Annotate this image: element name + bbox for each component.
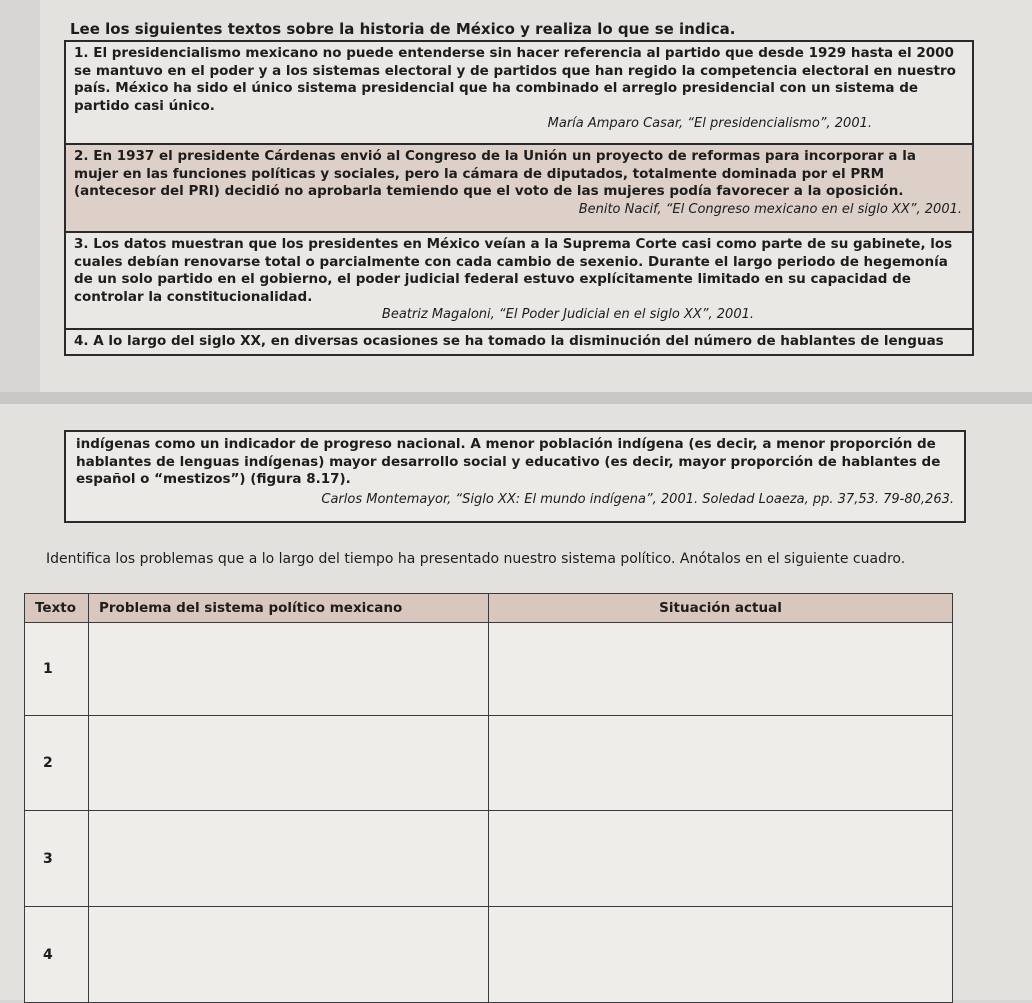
prompt: Identifica los problemas que a lo largo del tiempo ha presentado nuestro sistema político. Anótalos en el siguiente cuadro. <box>46 551 906 567</box>
row-number: 3 <box>25 811 89 907</box>
situacion-cell[interactable] <box>489 623 953 716</box>
problema-cell[interactable] <box>89 715 489 811</box>
header-problema: Problema del sistema político mexicano <box>89 594 489 623</box>
text-4 <box>66 328 972 354</box>
table-row <box>25 907 953 1003</box>
texts-box <box>64 40 974 356</box>
header-situacion: Situación actual <box>489 594 953 623</box>
row-number: 4 <box>25 907 89 1003</box>
text-4-body: 4. A lo largo del siglo XX, en diversas ocasiones se ha tomado la disminución del número de hablantes de lenguas <box>74 333 944 349</box>
row-number: 2 <box>25 715 89 811</box>
text-1-body: 1. El presidencialismo mexicano no puede entenderse sin hacer referencia al partido que desde 1929 hasta el 2000 se mantuvo en el poder y a los sistemas electoral y de partidos que han regido la competencia electoral en nuestro país. México ha sido el único sistema presidencial que ha combinado el arreglo presidencial con un sistema de partido casi único. <box>74 45 956 114</box>
table-row <box>25 623 953 716</box>
continuation-box <box>64 430 966 523</box>
text-3 <box>66 231 972 328</box>
text-1-citation: María Amparo Casar, “El presidencialismo”, 2001. <box>547 116 872 131</box>
text-1 <box>66 42 972 143</box>
table-header-row <box>25 594 953 623</box>
situacion-cell[interactable] <box>489 715 953 811</box>
table-row <box>25 811 953 907</box>
text-2-body: 2. En 1937 el presidente Cárdenas envió al Congreso de la Unión un proyecto de reformas para incorporar a la mujer en las funciones políticas y sociales, pero la cámara de diputados, totalmente dominada por el PRM (antecesor del PRI) decidió no aprobarla temiendo que el voto de las mujeres podía favorecer a la oposición. <box>74 148 916 199</box>
text-3-body: 3. Los datos muestran que los presidentes en México veían a la Suprema Corte casi como parte de su gabinete, los cuales debían renovarse total o parcialmente con cada cambio de sexenio. Durante el largo periodo de hegemonía de un solo partido en el gobierno, el poder judicial federal estuvo explícitamente limitado en su capacidad de controlar la constitucionalidad. <box>74 236 953 305</box>
header-texto: Texto <box>25 594 89 623</box>
answer-table <box>24 593 953 1003</box>
problema-cell[interactable] <box>89 907 489 1003</box>
text-2-citation: Benito Nacif, “El Congreso mexicano en el siglo XX”, 2001. <box>578 201 962 217</box>
problema-cell[interactable] <box>89 623 489 716</box>
table-row <box>25 715 953 811</box>
text-2 <box>66 143 972 231</box>
page-gap <box>0 392 1032 404</box>
situacion-cell[interactable] <box>489 907 953 1003</box>
row-number: 1 <box>25 623 89 716</box>
situacion-cell[interactable] <box>489 811 953 907</box>
instruction: Lee los siguientes textos sobre la historia de México y realiza lo que se indica. <box>70 20 736 38</box>
problema-cell[interactable] <box>89 811 489 907</box>
continuation-citation: Carlos Montemayor, “Siglo XX: El mundo indígena”, 2001. Soledad Loaeza, pp. 37,53. 79-80,263. <box>321 491 954 507</box>
text-3-citation: Beatriz Magaloni, “El Poder Judicial en el siglo XX”, 2001. <box>381 307 754 322</box>
continuation-body: indígenas como un indicador de progreso nacional. A menor población indígena (es decir, a menor proporción de hablantes de lenguas indígenas) mayor desarrollo social y educativo (es decir, mayor proporción de hablantes de español o “mestizos”) (figura 8.17). <box>76 436 941 487</box>
